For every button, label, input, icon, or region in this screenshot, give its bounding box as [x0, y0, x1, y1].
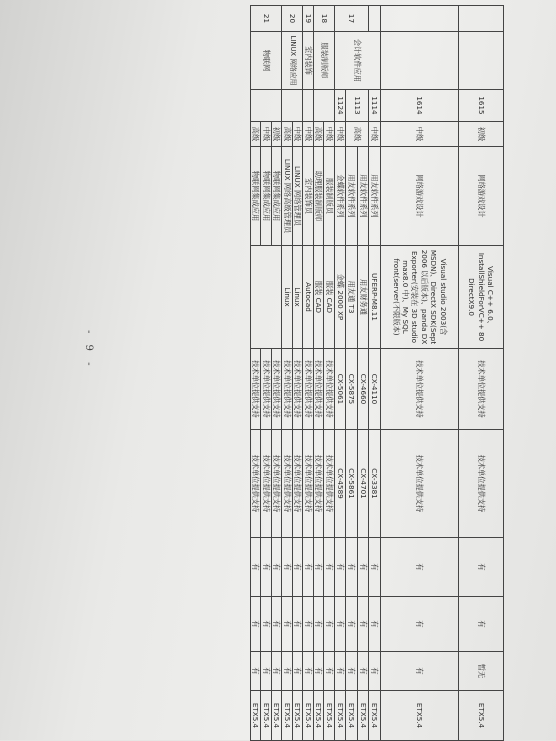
cell-level: 高级 [346, 122, 369, 147]
cell-c11: 有 [346, 652, 358, 691]
cell-c12: ETX5.4 [346, 691, 358, 741]
cell-c12: ETX5.4 [314, 691, 325, 741]
table-row [324, 6, 335, 741]
cell-category: 服装制版师 [314, 32, 335, 90]
cell-level: 中级 [261, 122, 272, 147]
cell-c12: ETX5.4 [381, 691, 459, 741]
cell-c12: ETX5.4 [282, 691, 293, 741]
cell-c10: 有 [314, 597, 325, 652]
cell-software: Visual C++ 6.0、InstallShieldForVC++ 80 DirectX9.0 [459, 246, 504, 349]
table-row [293, 6, 304, 741]
cell-model: CX-3381 [369, 430, 381, 538]
cell-code [282, 90, 303, 122]
cell-level: 高级 [314, 122, 325, 147]
cell-c10: 有 [272, 597, 283, 652]
cell-no: 17 [335, 6, 370, 32]
cell-model: 技术单位提供支持 [251, 430, 262, 538]
table-row [369, 6, 381, 741]
cell-c11: 有 [282, 652, 293, 691]
cell-code [251, 90, 283, 122]
cell-no [381, 6, 459, 32]
cell-c10: 有 [293, 597, 304, 652]
cell-c9: 有 [346, 538, 358, 597]
cell-no: 19 [303, 6, 314, 32]
cell-code [303, 90, 314, 122]
cell-level: 中级 [303, 122, 314, 147]
cell-job: 网络游戏设计 [459, 147, 504, 246]
cell-model: 技术单位提供支持 [314, 430, 325, 538]
cell-device: 技术单位提供支持 [293, 349, 304, 430]
cell-code: 1113 [346, 90, 369, 122]
page-number: - 9 - [83, 330, 94, 370]
cell-model: 技术单位提供支持 [293, 430, 304, 538]
cell-model: 技术单位提供支持 [324, 430, 335, 538]
cell-c11: 有 [261, 652, 272, 691]
cell-category: 室内装饰 [303, 32, 314, 90]
cell-c10: 有 [381, 597, 459, 652]
cell-job: LINUX 网络管理员 [293, 147, 304, 246]
cell-device: 技术单位提供支持 [272, 349, 283, 430]
cell-c11: 有 [369, 652, 381, 691]
cell-c12: ETX5.4 [324, 691, 335, 741]
cell-c12: ETX5.4 [358, 691, 370, 741]
cell-c9: 有 [459, 538, 504, 597]
cell-category: LINUX 网络应用 [282, 32, 303, 90]
cell-c10: 有 [324, 597, 335, 652]
cell-job: 助理服装制版师 [314, 147, 325, 246]
cell-level: 高级 [282, 122, 293, 147]
cell-model: 技术单位提供支持 [459, 430, 504, 538]
cell-c11: 有 [324, 652, 335, 691]
cell-no [369, 6, 381, 32]
cell-device: 技术单位提供支持 [261, 349, 272, 430]
cell-c12: ETX5.4 [335, 691, 347, 741]
cell-c11: 有 [303, 652, 314, 691]
cell-c11: 有 [358, 652, 370, 691]
cell-job: 物联网集成应用 [261, 147, 272, 246]
cell-job: 用友软件系列 [369, 147, 381, 246]
cell-c9: 有 [335, 538, 347, 597]
cell-c10: 有 [459, 597, 504, 652]
cell-device: 技术单位提供支持 [381, 349, 459, 430]
cell-code [314, 90, 335, 122]
cell-device: 技术单位提供支持 [303, 349, 314, 430]
cell-model: 技术单位提供支持 [303, 430, 314, 538]
cell-device: 技术单位提供支持 [314, 349, 325, 430]
cell-category [459, 32, 504, 90]
cell-job: LINUX 网络高级管理员 [282, 147, 293, 246]
cell-c9: 有 [314, 538, 325, 597]
cell-c9: 有 [261, 538, 272, 597]
cell-level: 中级 [335, 122, 347, 147]
cell-category: 会计软件应用 [335, 32, 381, 90]
table-row [381, 6, 459, 741]
cell-model: 技术单位提供支持 [261, 430, 272, 538]
cell-software: Visual studio 2003(含MSDN)、DirectX SDK(Sept 2006 以后版本)、panda DX Exporter(安装在 3D studio max8.0 中)、My SQL front(server(不限版本) [381, 246, 459, 349]
cell-c10: 有 [358, 597, 370, 652]
cell-c11: 有 [314, 652, 325, 691]
table-row [303, 6, 314, 741]
cell-software: Linux [282, 246, 293, 349]
table-row [272, 6, 283, 741]
cell-model: 技术单位提供支持 [381, 430, 459, 538]
cell-job: 物联网集成应用 [272, 147, 283, 246]
cell-c12: ETX5.4 [293, 691, 304, 741]
table-row [335, 6, 347, 741]
cell-level: 高级 [251, 122, 262, 147]
cell-job: 金蝶软件系列 [335, 147, 347, 246]
cell-level: 中级 [324, 122, 335, 147]
cell-device: CX-5875 [346, 349, 358, 430]
software-requirements-table [250, 5, 504, 741]
cell-device: 技术单位提供支持 [251, 349, 262, 430]
cell-c12: ETX5.4 [303, 691, 314, 741]
cell-c11: 暂无 [459, 652, 504, 691]
cell-device: 技术单位提供支持 [282, 349, 293, 430]
cell-device: 技术单位提供支持 [324, 349, 335, 430]
cell-c10: 有 [251, 597, 262, 652]
cell-c9: 有 [293, 538, 304, 597]
cell-device: CX-4660 [358, 349, 370, 430]
cell-job: 服装制版员 [324, 147, 335, 246]
cell-c11: 有 [293, 652, 304, 691]
cell-job: 用友软件系列 [346, 147, 358, 246]
cell-c9: 有 [272, 538, 283, 597]
table-row [358, 6, 370, 741]
cell-device: CX-5061 [335, 349, 347, 430]
cell-software: UFERP-M8.11 [369, 246, 381, 349]
cell-level: 中级 [381, 122, 459, 147]
cell-job: 室内装饰员 [303, 147, 314, 246]
cell-category [381, 32, 459, 90]
cell-level: 初级 [272, 122, 283, 147]
cell-software: Linux [293, 246, 304, 349]
cell-model: 技术单位提供支持 [272, 430, 283, 538]
cell-c12: ETX5.4 [369, 691, 381, 741]
cell-c12: ETX5.4 [459, 691, 504, 741]
cell-c9: 有 [303, 538, 314, 597]
cell-c12: ETX5.4 [272, 691, 283, 741]
cell-c10: 有 [335, 597, 347, 652]
cell-job: 网络游戏设计 [381, 147, 459, 246]
cell-job: 物联网集成应用 [251, 147, 262, 246]
cell-software: 用友财务通 [358, 246, 370, 349]
cell-c11: 有 [381, 652, 459, 691]
cell-c11: 有 [272, 652, 283, 691]
cell-software: 服装 CAD [314, 246, 325, 349]
cell-software: 金蝶 2000 XP [335, 246, 347, 349]
table-row [459, 6, 504, 741]
cell-c10: 有 [261, 597, 272, 652]
cell-c10: 有 [369, 597, 381, 652]
cell-software: 用友通 T3 [346, 246, 358, 349]
cell-software: Autocad [303, 246, 314, 349]
cell-model: CX-4589 [335, 430, 347, 538]
cell-model: CX-5861 [346, 430, 358, 538]
cell-c10: 有 [282, 597, 293, 652]
cell-c9: 有 [369, 538, 381, 597]
cell-software: 服装 CAD [324, 246, 335, 349]
cell-code: 1615 [459, 90, 504, 122]
cell-c9: 有 [251, 538, 262, 597]
cell-level: 初级 [459, 122, 504, 147]
cell-c9: 有 [381, 538, 459, 597]
cell-device: 技术单位提供支持 [459, 349, 504, 430]
cell-model: CX-4701 [358, 430, 370, 538]
cell-c10: 有 [303, 597, 314, 652]
cell-c11: 有 [251, 652, 262, 691]
cell-no: 18 [314, 6, 335, 32]
cell-category: 物联网 [251, 32, 283, 90]
cell-c9: 有 [324, 538, 335, 597]
cell-code: 1114 [369, 90, 381, 122]
cell-no: 20 [282, 6, 303, 32]
cell-c9: 有 [358, 538, 370, 597]
cell-software [251, 246, 283, 349]
cell-no [459, 6, 504, 32]
cell-code: 1124 [335, 90, 347, 122]
cell-device: CX-4110 [369, 349, 381, 430]
cell-c12: ETX5.4 [261, 691, 272, 741]
cell-no: 21 [251, 6, 283, 32]
cell-code: 1614 [381, 90, 459, 122]
cell-c12: ETX5.4 [251, 691, 262, 741]
cell-level: 中级 [293, 122, 304, 147]
cell-model: 技术单位提供支持 [282, 430, 293, 538]
cell-c10: 有 [346, 597, 358, 652]
cell-c9: 有 [282, 538, 293, 597]
cell-level: 中级 [369, 122, 381, 147]
cell-job: 用友软件系列 [358, 147, 370, 246]
cell-c11: 有 [335, 652, 347, 691]
